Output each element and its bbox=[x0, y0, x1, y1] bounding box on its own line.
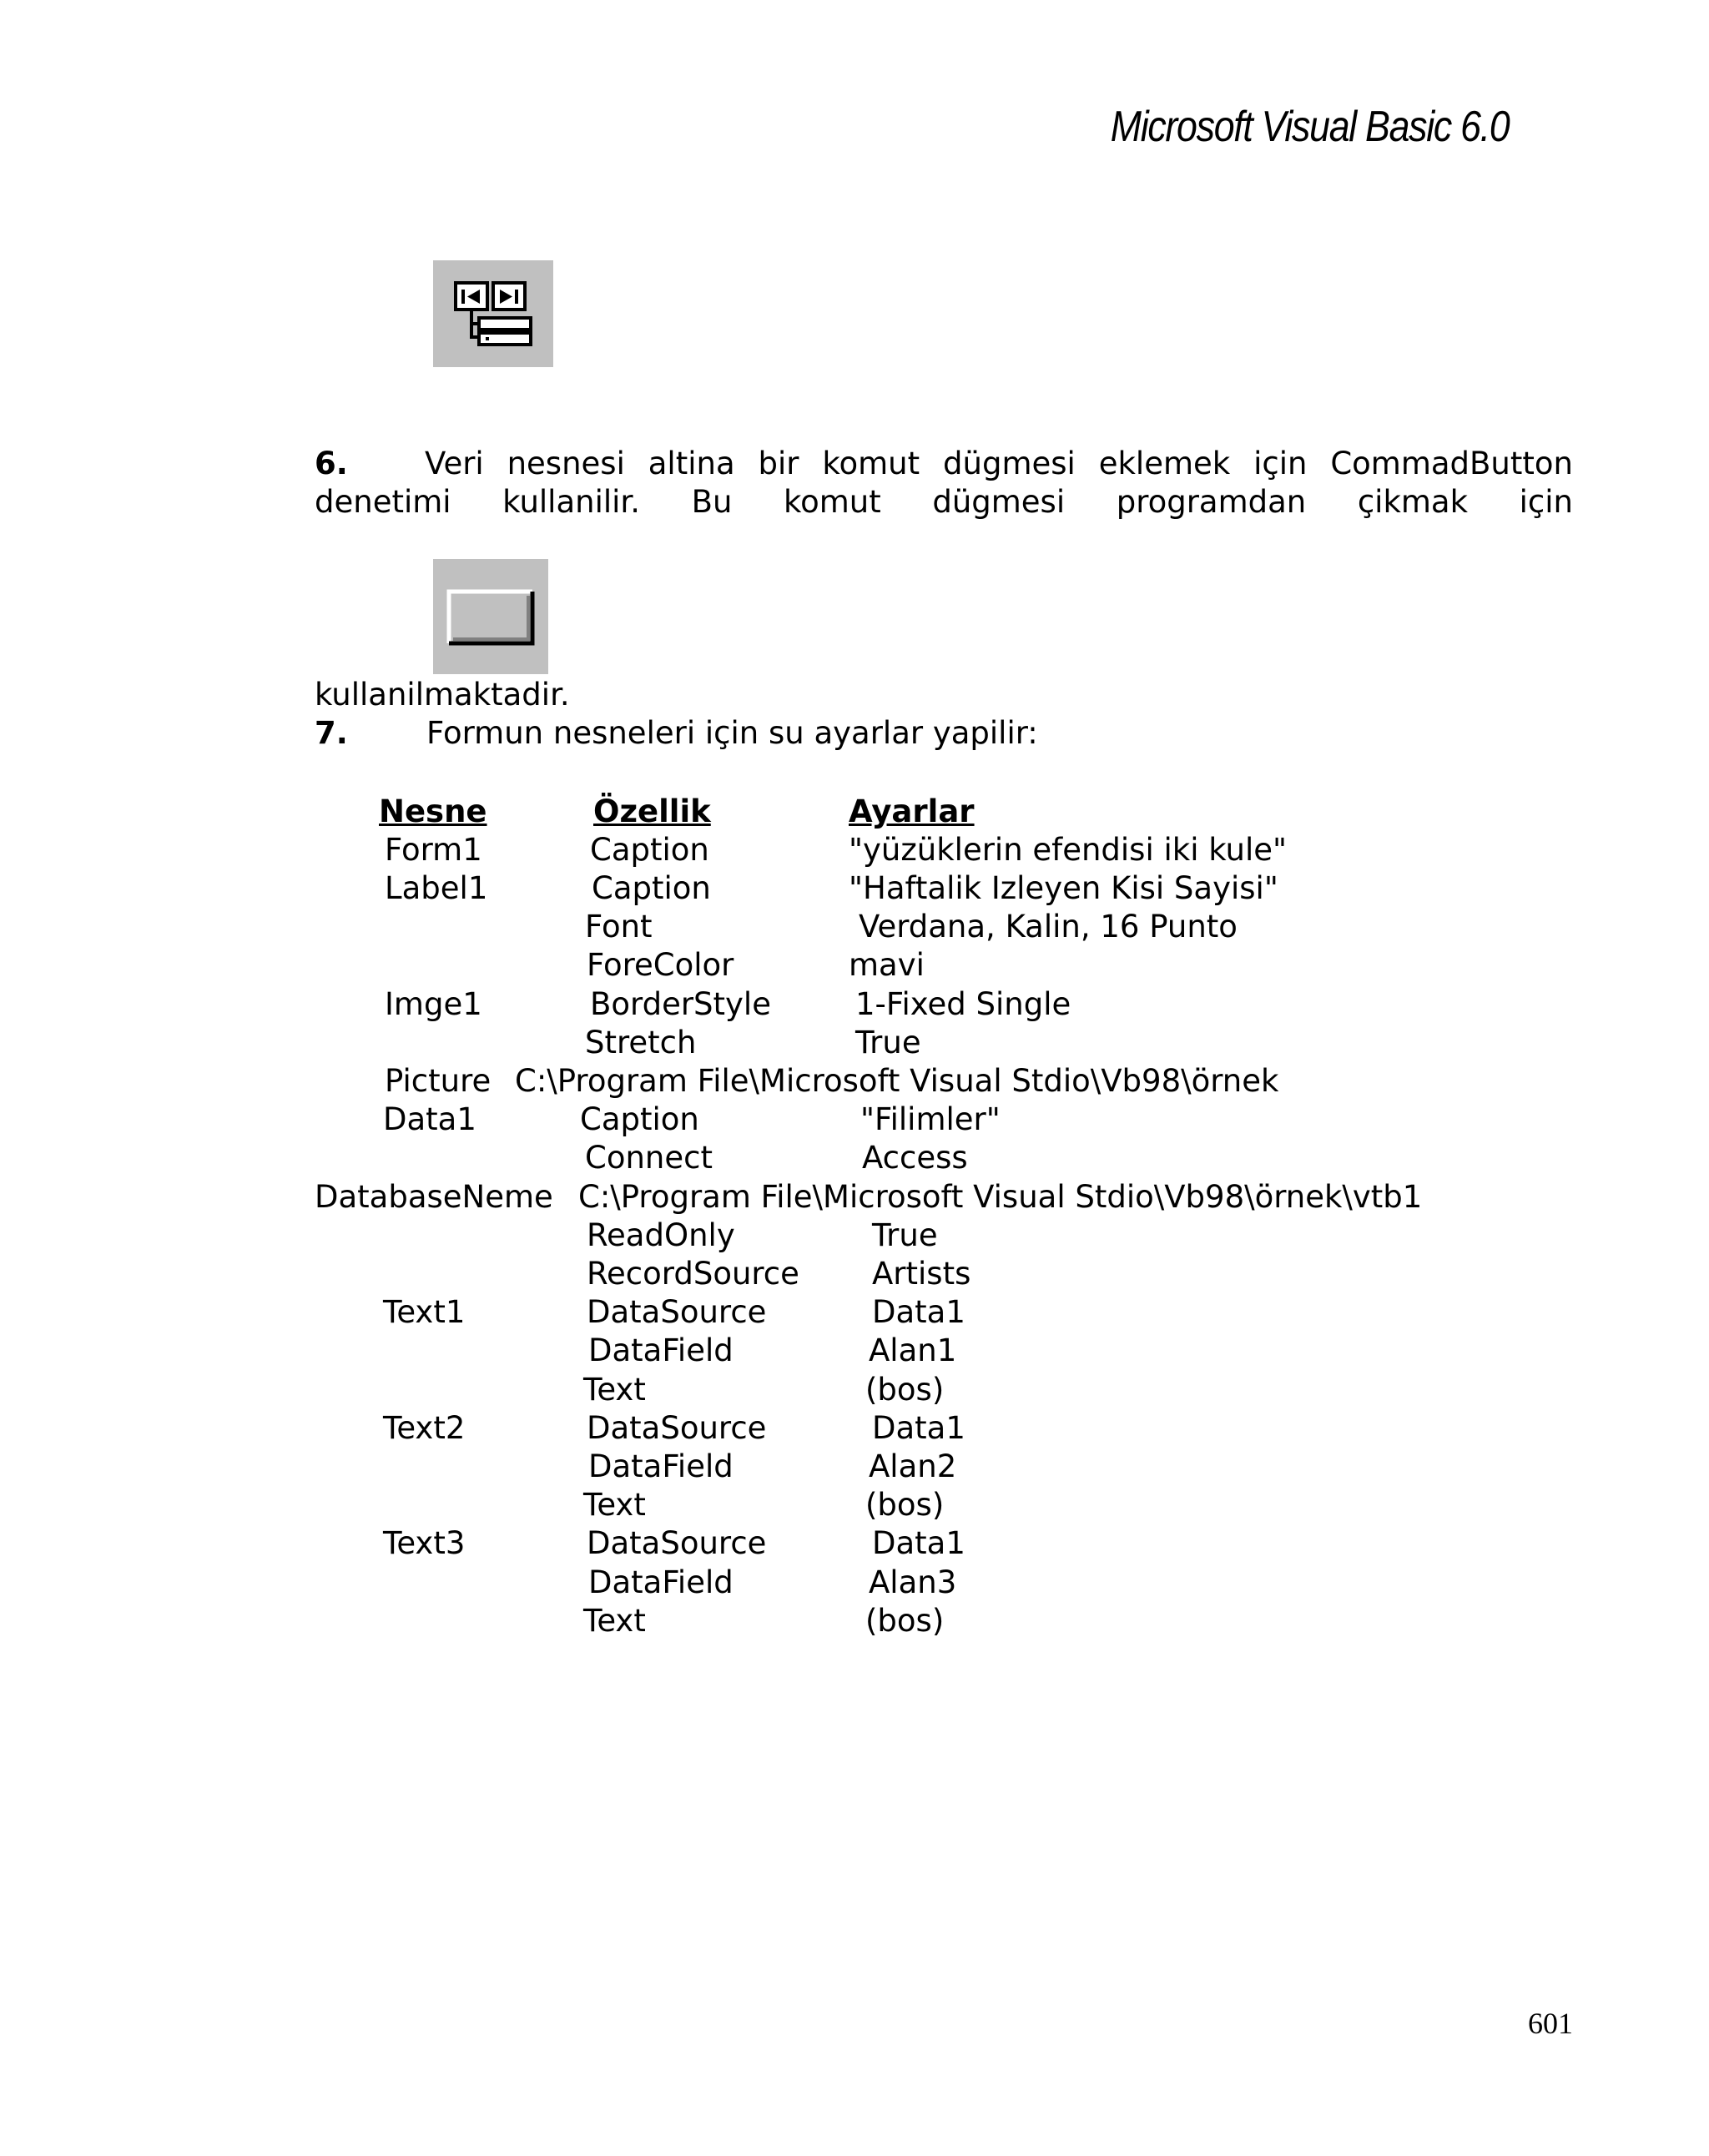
table-cell-property: DataField bbox=[588, 1332, 734, 1368]
column-header-property: Özellik bbox=[593, 793, 711, 829]
table-cell-property: RecordSource bbox=[587, 1256, 799, 1292]
table-cell-object: Picture bbox=[385, 1063, 492, 1099]
step-6-word: kullanilir. bbox=[502, 484, 640, 520]
table-cell-setting: C:\Program File\Microsoft Visual Stdio\Vb98\örnek\vtb1 bbox=[578, 1179, 1423, 1215]
step-6-word: dügmesi bbox=[943, 446, 1076, 481]
table-cell-object: Text3 bbox=[383, 1525, 466, 1561]
table-cell-property: Text bbox=[583, 1603, 646, 1639]
table-cell-property: DataSource bbox=[587, 1525, 767, 1561]
step-7-number: 7. bbox=[315, 715, 348, 751]
table-cell-setting: (bos) bbox=[865, 1372, 945, 1408]
table-cell-setting: True bbox=[872, 1217, 938, 1253]
command-button-icon bbox=[433, 559, 548, 674]
table-cell-property: DataSource bbox=[587, 1410, 767, 1446]
step-6-number: 6. bbox=[315, 446, 348, 481]
table-cell-property: Caption bbox=[590, 832, 709, 868]
table-cell-property: Connect bbox=[585, 1140, 713, 1176]
table-cell-property: Font bbox=[585, 909, 653, 945]
table-cell-setting: Data1 bbox=[872, 1410, 965, 1446]
table-cell-setting: (bos) bbox=[865, 1603, 945, 1639]
step-6-word: dügmesi bbox=[932, 484, 1066, 520]
table-cell-setting: "Filimler" bbox=[860, 1101, 1001, 1137]
table-cell-setting: mavi bbox=[849, 947, 925, 983]
table-cell-setting: Alan1 bbox=[869, 1332, 957, 1368]
data-control-icon bbox=[433, 260, 553, 367]
step-6-line-2 bbox=[315, 483, 1573, 521]
table-cell-object: Imge1 bbox=[385, 986, 482, 1022]
table-cell-setting: Data1 bbox=[872, 1294, 965, 1330]
table-cell-setting: C:\Program File\Microsoft Visual Stdio\Vb98\örnek bbox=[515, 1063, 1279, 1099]
step-6-word: CommadButton bbox=[1330, 446, 1573, 481]
step-6-word: programdan bbox=[1116, 484, 1307, 520]
table-cell-setting: (bos) bbox=[865, 1487, 945, 1523]
table-cell-object: Text2 bbox=[383, 1410, 466, 1446]
table-cell-object: DatabaseNeme bbox=[315, 1179, 553, 1215]
table-cell-setting: "Haftalik Izleyen Kisi Sayisi" bbox=[849, 870, 1278, 906]
table-cell-property: Stretch bbox=[585, 1025, 697, 1060]
table-cell-object: Text1 bbox=[383, 1294, 466, 1330]
step-6-word: için bbox=[1519, 484, 1573, 520]
table-cell-setting: Verdana, Kalin, 16 Punto bbox=[859, 909, 1238, 945]
table-cell-property: ForeColor bbox=[587, 947, 734, 983]
column-header-object: Nesne bbox=[379, 793, 487, 829]
table-cell-property: ReadOnly bbox=[587, 1217, 735, 1253]
table-cell-setting: "yüzüklerin efendisi iki kule" bbox=[849, 832, 1288, 868]
step-6-word: denetimi bbox=[315, 484, 451, 520]
table-cell-property: Text bbox=[583, 1487, 646, 1523]
table-cell-setting: Alan2 bbox=[869, 1448, 957, 1484]
table-cell-setting: True bbox=[855, 1025, 921, 1060]
step-6-line-1 bbox=[425, 445, 1573, 483]
page-number: 601 bbox=[1528, 2007, 1573, 2040]
step-6-word: Veri bbox=[425, 446, 484, 481]
table-cell-object: Form1 bbox=[385, 832, 482, 868]
table-cell-setting: Artists bbox=[872, 1256, 971, 1292]
table-cell-property: DataSource bbox=[587, 1294, 767, 1330]
step-6-word: altina bbox=[648, 446, 735, 481]
step-6-word: için bbox=[1253, 446, 1308, 481]
table-cell-property: Text bbox=[583, 1372, 646, 1408]
step-6-line-3: kullanilmaktadir. bbox=[315, 677, 570, 713]
table-cell-property: Caption bbox=[580, 1101, 699, 1137]
step-6-word: eklemek bbox=[1098, 446, 1231, 481]
step-6-word: Bu bbox=[691, 484, 733, 520]
table-cell-setting: Data1 bbox=[872, 1525, 965, 1561]
step-7-text: Formun nesneleri için su ayarlar yapilir: bbox=[426, 715, 1038, 751]
table-cell-object: Data1 bbox=[383, 1101, 476, 1137]
table-cell-property: Caption bbox=[592, 870, 711, 906]
table-cell-setting: Access bbox=[862, 1140, 968, 1176]
table-cell-property: DataField bbox=[588, 1448, 734, 1484]
table-cell-property: BorderStyle bbox=[590, 986, 771, 1022]
step-6-word: komut bbox=[822, 446, 920, 481]
table-cell-setting: 1-Fixed Single bbox=[855, 986, 1071, 1022]
column-header-setting: Ayarlar bbox=[849, 793, 975, 829]
step-6-word: çikmak bbox=[1357, 484, 1469, 520]
step-6-word: bir bbox=[758, 446, 799, 481]
step-6-word: nesnesi bbox=[507, 446, 625, 481]
page-header-title: Microsoft Visual Basic 6.0 bbox=[1110, 103, 1509, 151]
table-cell-setting: Alan3 bbox=[869, 1564, 957, 1600]
table-cell-object: Label1 bbox=[385, 870, 488, 906]
table-cell-property: DataField bbox=[588, 1564, 734, 1600]
step-6-word: komut bbox=[784, 484, 881, 520]
